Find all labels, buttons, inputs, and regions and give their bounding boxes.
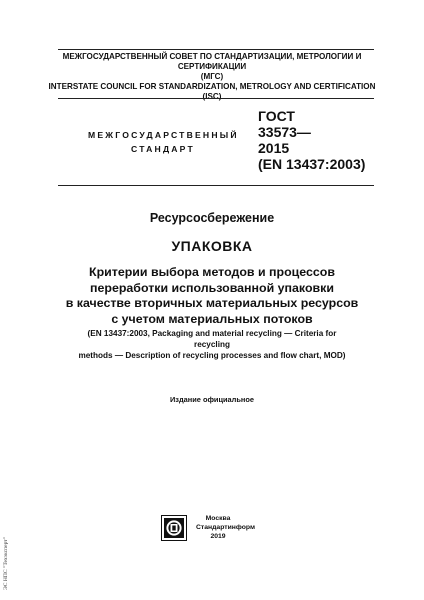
title-main xyxy=(30,265,394,327)
title-line: Критерии выбора методов и процессов xyxy=(89,265,335,279)
council-abbr-en: (ISC) xyxy=(202,92,222,101)
edition-label: Издание официальное xyxy=(169,395,254,404)
designation-rule xyxy=(58,185,374,186)
council-name-en: INTERSTATE COUNCIL FOR STANDARDIZATION, METROLOGY AND CERTIFICATION xyxy=(48,82,376,91)
title-group: Ресурсосбережение xyxy=(149,211,275,225)
title-english-line: (EN 13437:2003, Packaging and material recycling — Criteria for recycling xyxy=(87,329,337,349)
publisher-city: Москва xyxy=(205,515,231,522)
council-name-ru: МЕЖГОСУДАРСТВЕННЫЙ СОВЕТ ПО СТАНДАРТИЗАЦИИ, МЕТРОЛОГИИ И СЕРТИФИКАЦИИ xyxy=(62,52,362,71)
council-abbr-ru: (МГС) xyxy=(200,72,224,81)
title-line: в качестве вторичных материальных ресурсов xyxy=(65,296,359,310)
publisher-logo-icon xyxy=(161,515,187,541)
council-header xyxy=(40,52,384,102)
title-english-line: methods — Description of recycling processes and flow chart, MOD) xyxy=(78,351,346,360)
designation-number: 33573— xyxy=(258,124,311,140)
header-bottom-rule xyxy=(58,98,374,99)
designation-equivalent: (EN 13437:2003) xyxy=(258,156,366,172)
designation-year: 2015 xyxy=(258,140,290,156)
publisher-year: 2019 xyxy=(210,533,226,540)
side-stamp: ЭС НПС "Техэксперт" xyxy=(3,536,9,590)
top-rule xyxy=(58,49,374,50)
title-line: переработки использованной упаковки xyxy=(90,280,334,295)
standard-type xyxy=(88,128,238,156)
title-line: с учетом материальных потоков xyxy=(111,311,313,326)
standard-type-line1: МЕЖГОСУДАРСТВЕННЫЙ xyxy=(88,130,239,140)
standard-type-line2: СТАНДАРТ xyxy=(131,144,195,154)
designation-prefix: ГОСТ xyxy=(258,108,295,124)
publisher-block xyxy=(196,514,255,541)
title-english xyxy=(70,328,354,361)
standard-designation xyxy=(258,108,365,172)
publisher-name: Стандартинформ xyxy=(196,524,255,531)
title-subject: УПАКОВКА xyxy=(171,238,253,254)
